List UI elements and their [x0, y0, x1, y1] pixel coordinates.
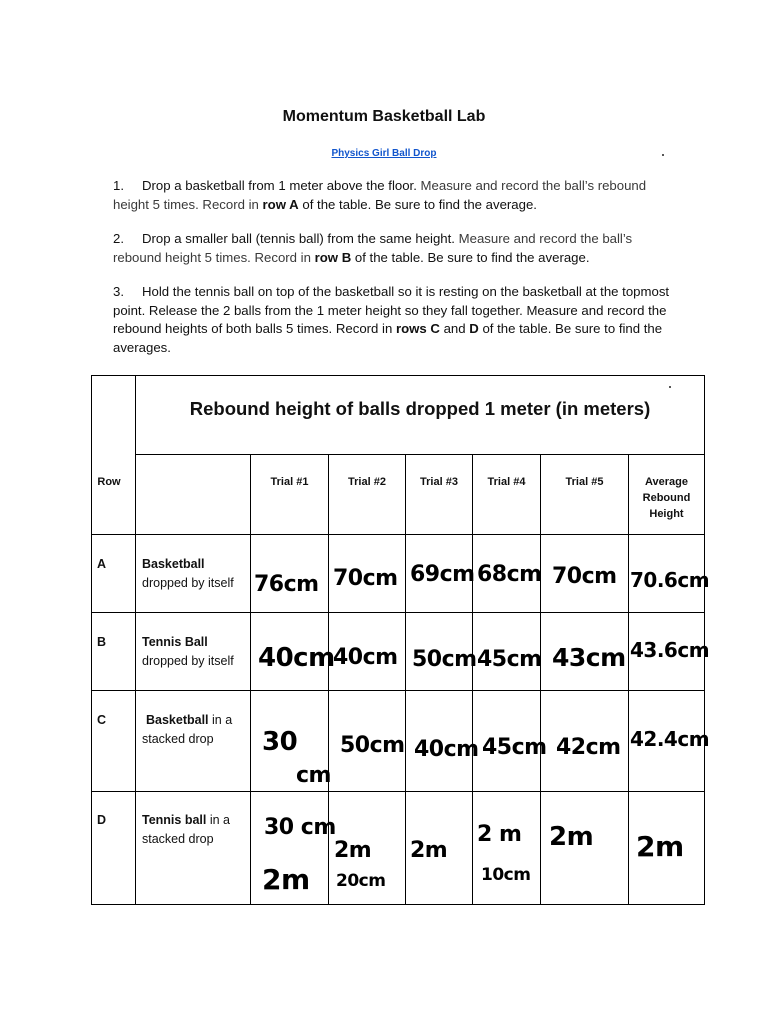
- row-label: Tennis ball in a stacked drop: [142, 813, 231, 846]
- row-c-trial-1-unit: cm: [296, 763, 331, 788]
- row-b-average: 43.6cm: [630, 638, 710, 662]
- row-d-average: 2m: [636, 830, 684, 863]
- row-c-trial-4: 45cm: [482, 735, 547, 760]
- row-id: A: [97, 557, 107, 571]
- row-id: C: [97, 713, 107, 727]
- row-c-trial-2: 50cm: [340, 733, 405, 758]
- row-d-trial-5: 2m: [549, 822, 594, 852]
- instruction-1: 1. Drop a basketball from 1 meter above the floor. Measure and record the ball’s rebound height 5 times. Record in row A of the table. Be sure to find the average.: [113, 178, 647, 212]
- row-b-trial-2: 40cm: [333, 645, 398, 670]
- row-d-trial-3: 2m: [410, 838, 448, 863]
- row-d-trial-1-second: 2m: [262, 863, 310, 896]
- row-b-trial-1: 40cm: [258, 643, 335, 673]
- row-a-trial-4: 68cm: [477, 562, 542, 587]
- row-d-trial-4-second: 10cm: [481, 865, 531, 885]
- row-a-trial-5: 70cm: [552, 564, 617, 589]
- row-a-average: 70.6cm: [630, 568, 710, 592]
- header-average: Average Rebound Height: [642, 476, 691, 520]
- row-a-trial-3: 69cm: [410, 562, 475, 587]
- row-b-trial-3: 50cm: [412, 647, 477, 672]
- row-id: D: [97, 813, 107, 827]
- row-b-trial-4: 45cm: [477, 647, 542, 672]
- header-trial-1: Trial #1: [270, 476, 309, 488]
- row-a-trial-1: 76cm: [254, 572, 319, 597]
- row-c-average: 42.4cm: [630, 727, 710, 751]
- row-label: Basketball in a stacked drop: [142, 713, 233, 746]
- table-title: Rebound height of balls dropped 1 meter (in meters): [189, 398, 651, 419]
- page-title: Momentum Basketball Lab: [282, 108, 486, 125]
- physics-girl-link[interactable]: Physics Girl Ball Drop: [331, 148, 437, 159]
- row-label: Tennis Ball dropped by itself: [142, 635, 234, 668]
- stray-dot: [669, 386, 671, 388]
- row-c-trial-5: 42cm: [556, 735, 621, 760]
- header-trial-3: Trial #3: [420, 476, 458, 488]
- header-trial-2: Trial #2: [348, 476, 386, 488]
- row-b-trial-5: 43cm: [552, 643, 626, 672]
- instruction-2: 2. Drop a smaller ball (tennis ball) from the same height. Measure and record the ball’s rebound height 5 times. Record in row B of the table. Be sure to find the average.: [113, 231, 633, 265]
- row-c-trial-3: 40cm: [414, 737, 479, 762]
- row-label: Basketball dropped by itself: [142, 557, 234, 590]
- instruction-3: 3. Hold the tennis ball on top of the basketball so it is resting on the basketball at the topmost point. Release the 2 balls from the 1 meter height so they fall together. Measure and record the rebound heights of both balls 5 times. Record in rows C and D of the table. Be sure to find the averages.: [113, 284, 670, 355]
- row-d-trial-2-second: 20cm: [336, 871, 386, 891]
- header-row: Row: [97, 476, 121, 488]
- row-id: B: [97, 635, 107, 649]
- row-d-trial-1: 30 cm: [264, 815, 336, 840]
- row-d-trial-4: 2 m: [477, 822, 522, 847]
- row-d-trial-2: 2m: [334, 838, 372, 863]
- header-trial-4: Trial #4: [487, 476, 526, 488]
- row-c-trial-1: 30: [262, 727, 298, 757]
- row-a-trial-2: 70cm: [333, 566, 398, 591]
- header-trial-5: Trial #5: [565, 476, 604, 488]
